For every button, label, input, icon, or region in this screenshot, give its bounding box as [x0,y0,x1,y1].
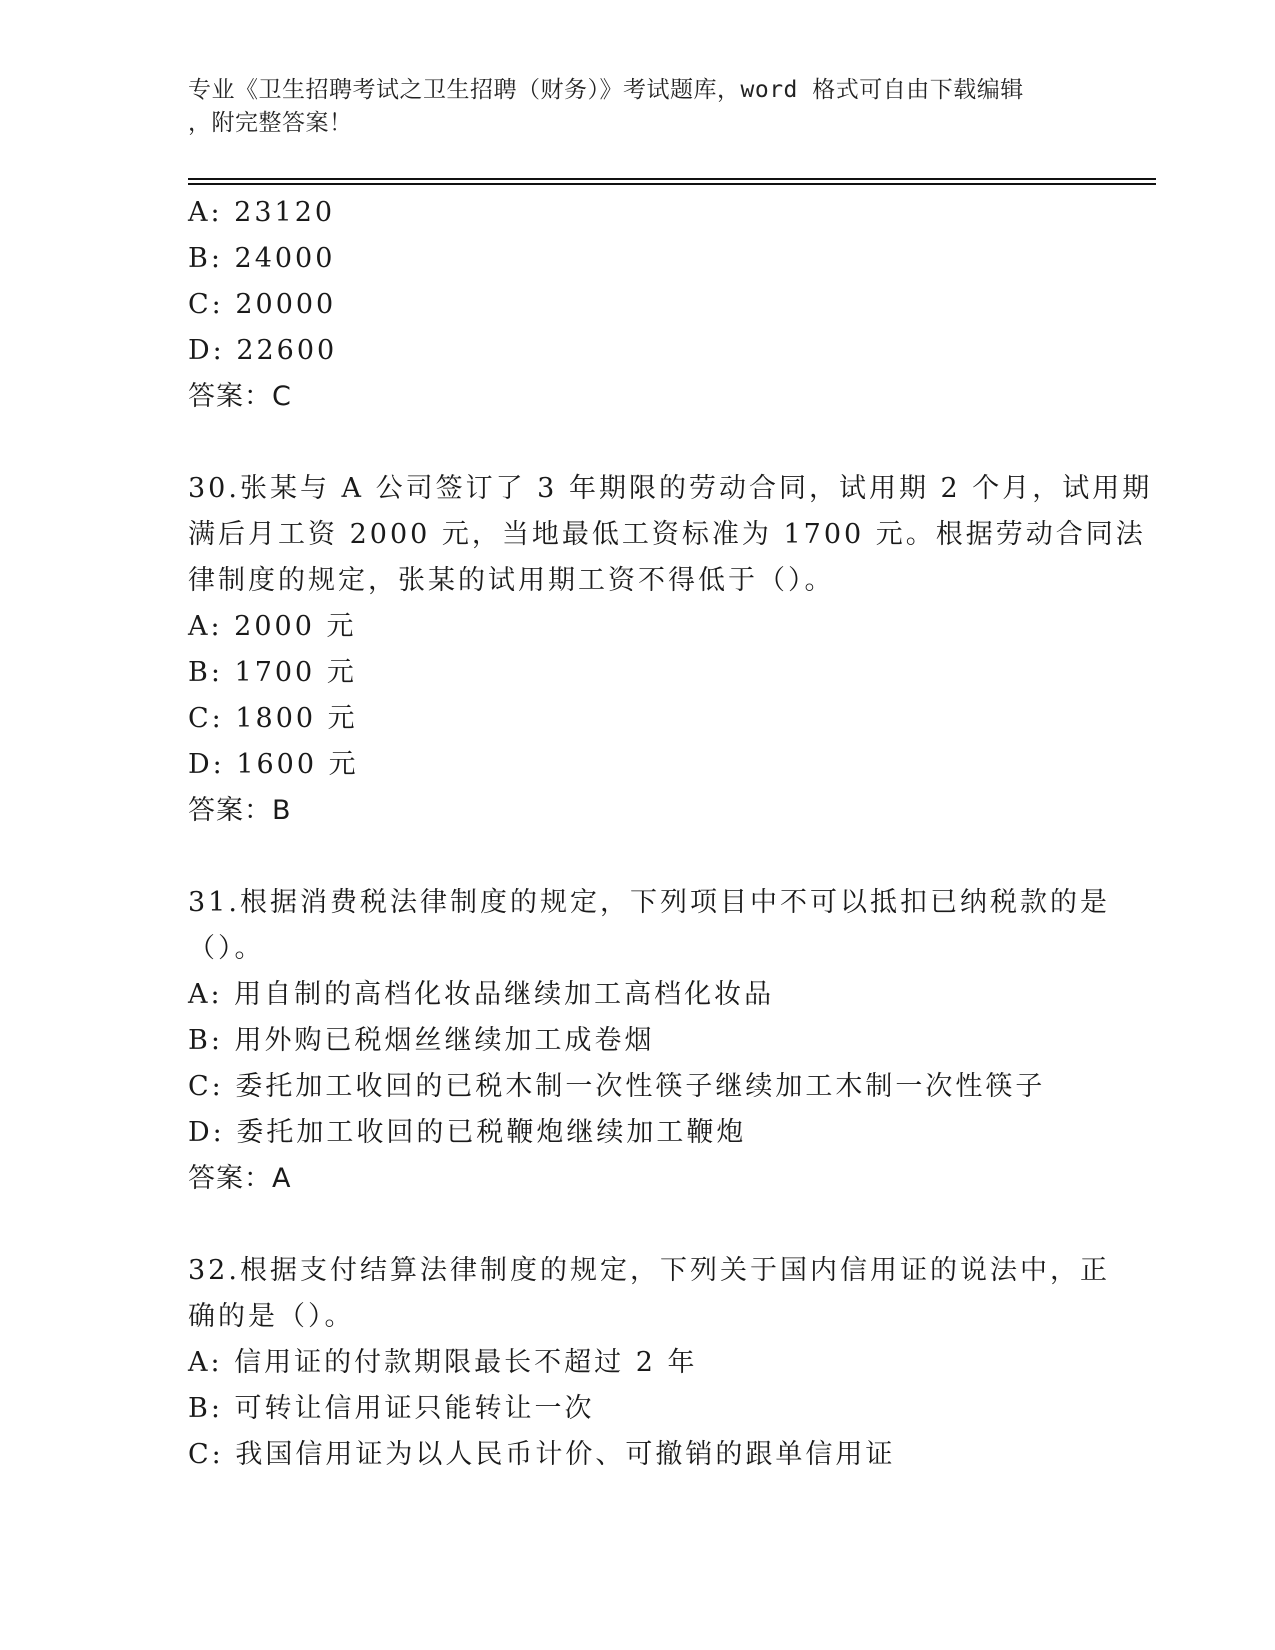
option-c: C: 我国信用证为以人民币计价、可撤销的跟单信用证 [188,1439,896,1470]
question-stem-line: 32.根据支付结算法律制度的规定，下列关于国内信用证的说法中，正 [188,1255,1110,1286]
option-d: D: 1600 元 [188,749,359,780]
answer-line: 答案：C [188,381,292,412]
option-a: A: 信用证的付款期限最长不超过 2 年 [188,1347,698,1378]
question-stem-line: 确的是（）。 [188,1301,355,1332]
question-32 [188,1248,1110,1478]
option-d: D: 22600 [188,335,338,366]
option-c: C: 委托加工收回的已税木制一次性筷子继续加工木制一次性筷子 [188,1071,1046,1102]
question-stem-line: （）。 [188,933,265,964]
spacer [188,834,1088,880]
question-30 [188,466,1153,834]
spacer [188,420,1088,466]
option-a: A: 2000 元 [188,611,357,642]
spacer [188,1202,1088,1248]
option-d: D: 委托加工收回的已税鞭炮继续加工鞭炮 [188,1117,747,1148]
header-divider-top [188,178,1156,180]
option-a: A: 23120 [188,197,336,228]
header-divider-bottom [188,183,1156,185]
option-b: B: 1700 元 [188,657,357,688]
option-b: B: 可转让信用证只能转让一次 [188,1393,595,1424]
header-line-1: 专业《卫生招聘考试之卫生招聘（财务）》考试题库，word 格式可自由下载编辑 [188,77,1024,103]
question-29 [188,190,1088,420]
question-stem-line: 满后月工资 2000 元，当地最低工资标准为 1700 元。根据劳动合同法 [188,519,1146,550]
option-b: B: 24000 [188,243,336,274]
document-header [188,74,1068,140]
question-31 [188,880,1110,1202]
header-line-2: ，附完整答案！ [188,110,353,136]
question-stem-line: 31.根据消费税法律制度的规定，下列项目中不可以抵扣已纳税款的是 [188,887,1110,918]
answer-line: 答案：B [188,795,292,826]
option-c: C: 20000 [188,289,337,320]
option-c: C: 1800 元 [188,703,358,734]
question-stem-line: 律制度的规定，张某的试用期工资不得低于（）。 [188,565,835,596]
option-b: B: 用外购已税烟丝继续加工成卷烟 [188,1025,655,1056]
question-stem-line: 30.张某与 A 公司签订了 3 年期限的劳动合同，试用期 2 个月，试用期 [188,473,1153,504]
document-body [188,190,1153,1478]
option-a: A: 用自制的高档化妆品继续加工高档化妆品 [188,979,775,1010]
answer-line: 答案：A [188,1163,292,1194]
